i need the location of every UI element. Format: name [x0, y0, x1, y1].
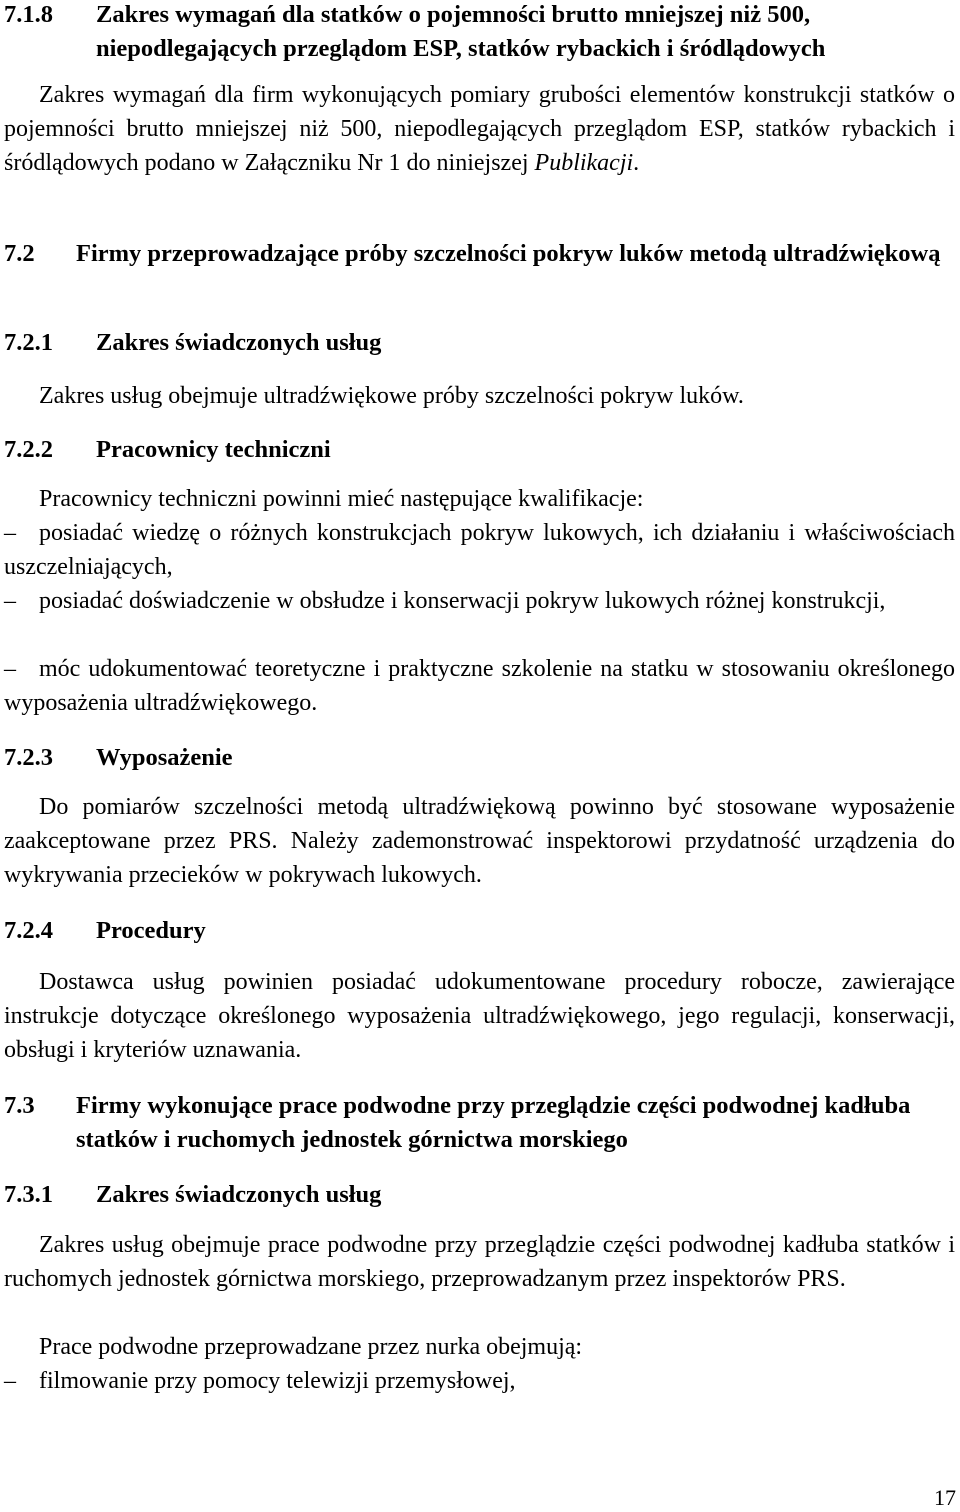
- list-item: [4, 516, 955, 584]
- dash-bullet: –: [4, 1368, 16, 1394]
- section-title: Zakres świadczonych usług: [96, 329, 382, 356]
- heading-7-2: [4, 237, 955, 271]
- heading-7-3: [4, 1089, 955, 1157]
- paragraph-7-3-1: Zakres usług obejmuje prace podwodne przy przeglądzie części podwodnej kadłuba statków i ruchomych jednostek górnictwa morskiego, przeprowadzanym przez inspektorów PRS.: [4, 1232, 955, 1292]
- section-number: 7.2.2: [4, 436, 53, 463]
- heading-7-2-3: [4, 741, 955, 775]
- section-number: 7.3.1: [4, 1181, 53, 1208]
- paragraph-7-3-1-intro: Prace podwodne przeprowadzane przez nurka obejmują:: [39, 1334, 583, 1360]
- list-item: [4, 584, 955, 618]
- section-number: 7.1.8: [4, 1, 53, 28]
- paragraph-7-2-4: Dostawca usług powinien posiadać udokumentowane procedury robocze, zawierające instrukcje dotyczące określonego wyposażenia ultradźwiękowego, jego regulacji, konserwacji, obsługi i kryteriów uznawania.: [4, 969, 955, 1063]
- dash-bullet: –: [4, 588, 16, 614]
- paragraph-7-2-3: Do pomiarów szczelności metodą ultradźwiękową powinno być stosowane wyposażenie zaakceptowane przez PRS. Należy zademonstrować inspektorowi przydatność urządzenia do wykrywania przecieków w pokrywach lukowych.: [4, 794, 955, 888]
- section-title: Firmy przeprowadzające próby szczelności pokryw luków metodą ultradźwiękową: [76, 240, 941, 267]
- paragraph-text: Zakres wymagań dla firm wykonujących pomiary grubości elementów konstrukcji statków o pojemności brutto mniejszej niż 500, niepodlegających przeglądom ESP, statków rybackich i śródlądowych podano w Załączniku Nr 1 do niniejszej: [4, 82, 955, 176]
- paragraph-7-1-8: [4, 78, 955, 180]
- section-title: Zakres wymagań dla statków o pojemności brutto mniejszej niż 500, niepodlegających przeglądom ESP, statków rybackich i śródlądowych: [96, 1, 826, 62]
- page-number: 17: [934, 1485, 956, 1510]
- section-number: 7.2: [4, 240, 35, 267]
- list-item-text: móc udokumentować teoretyczne i praktyczne szkolenie na statku w stosowaniu określonego wyposażenia ultradźwiękowego.: [4, 656, 955, 716]
- heading-7-2-4: [4, 914, 955, 948]
- section-title: Firmy wykonujące prace podwodne przy przeglądzie części podwodnej kadłuba statków i ruchomych jednostek górnictwa morskiego: [76, 1092, 911, 1153]
- heading-7-1-8: [4, 0, 955, 66]
- section-title: Procedury: [96, 917, 206, 944]
- paragraph-7-2-2-intro: Pracownicy techniczni powinni mieć następujące kwalifikacje:: [39, 486, 644, 512]
- list-item: [4, 652, 955, 720]
- dash-bullet: –: [4, 656, 16, 682]
- heading-7-2-1: [4, 326, 955, 360]
- dash-bullet: –: [4, 520, 16, 546]
- list-item-text: filmowanie przy pomocy telewizji przemysłowej,: [39, 1368, 516, 1394]
- section-number: 7.2.3: [4, 744, 53, 771]
- list-item-text: posiadać doświadczenie w obsłudze i konserwacji pokryw lukowych różnej konstrukcji,: [39, 588, 886, 614]
- paragraph-end: .: [633, 150, 640, 176]
- section-number: 7.3: [4, 1092, 35, 1119]
- section-title: Pracownicy techniczni: [96, 436, 331, 463]
- section-title: Zakres świadczonych usług: [96, 1181, 382, 1208]
- list-item-text: posiadać wiedzę o różnych konstrukcjach pokryw lukowych, ich działaniu i właściwościach uszczelniających,: [4, 520, 955, 580]
- section-number: 7.2.4: [4, 917, 53, 944]
- heading-7-3-1: [4, 1178, 955, 1212]
- publication-italic: Publikacji: [534, 150, 634, 176]
- list-item: [4, 1364, 955, 1398]
- section-title: Wyposażenie: [96, 744, 233, 771]
- heading-7-2-2: [4, 433, 955, 467]
- section-number: 7.2.1: [4, 329, 53, 356]
- paragraph-7-2-1: Zakres usług obejmuje ultradźwiękowe próby szczelności pokryw luków.: [39, 383, 744, 409]
